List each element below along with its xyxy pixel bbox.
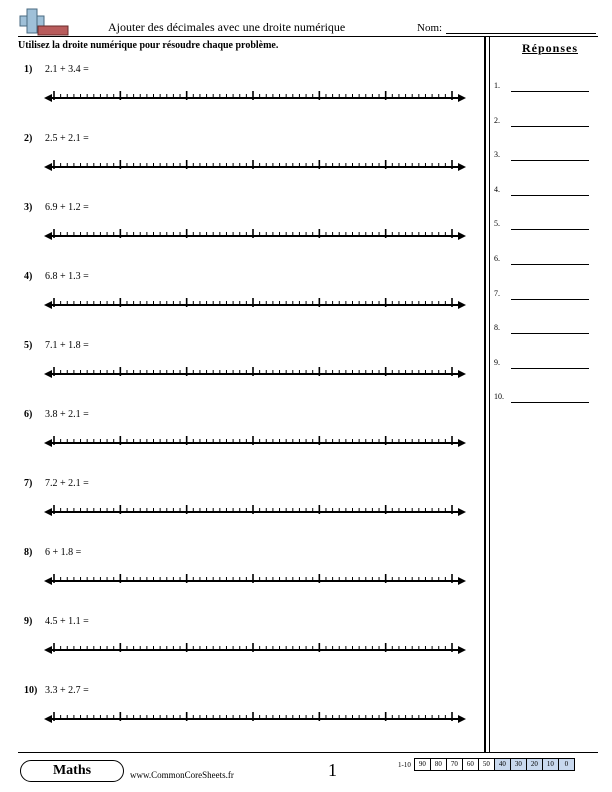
problem-item (18, 685, 458, 745)
worksheet-title: Ajouter des décimales avec une droite numérique (108, 20, 346, 34)
number-line (42, 500, 468, 524)
score-cell: 20 (526, 758, 543, 771)
score-cell: 90 (414, 758, 431, 771)
number-line (42, 362, 468, 386)
problem-number: 6) (24, 409, 33, 420)
name-field[interactable] (446, 33, 596, 34)
arrow-left-icon (44, 232, 52, 240)
score-table (398, 758, 575, 771)
answer-number: 1. (494, 81, 500, 90)
problem-expression: 7.1 + 1.8 = (45, 340, 89, 351)
arrow-right-icon (458, 94, 466, 102)
score-cell: 0 (558, 758, 575, 771)
answer-number: 7. (494, 288, 500, 298)
answer-number: 9. (494, 357, 500, 367)
arrow-left-icon (44, 94, 52, 102)
arrow-right-icon (458, 715, 466, 723)
answer-row (494, 78, 594, 92)
number-line (42, 224, 468, 248)
answer-number: 3. (494, 150, 500, 160)
problem-item (18, 271, 458, 331)
problem-number: 3) (24, 202, 33, 213)
answer-row (494, 389, 594, 403)
answer-blank[interactable] (511, 126, 589, 127)
score-cell: 30 (510, 758, 527, 771)
arrow-right-icon (458, 439, 466, 447)
arrow-right-icon (458, 577, 466, 585)
problem-expression: 6.8 + 1.3 = (45, 271, 89, 282)
answer-blank[interactable] (511, 229, 589, 230)
problem-number: 7) (24, 478, 33, 489)
score-cell: 10 (542, 758, 559, 771)
problem-number: 2) (24, 133, 33, 144)
problem-item (18, 64, 458, 124)
score-cell: 70 (446, 758, 463, 771)
arrow-left-icon (44, 370, 52, 378)
problem-expression: 3.8 + 2.1 = (45, 409, 89, 420)
footer-divider (18, 752, 598, 753)
problem-expression: 6 + 1.8 = (45, 547, 82, 558)
website-link[interactable]: www.CommonCoreSheets.fr (130, 770, 234, 780)
answer-blank[interactable] (511, 402, 589, 403)
arrow-left-icon (44, 163, 52, 171)
answer-number: 4. (494, 184, 500, 194)
problem-number: 9) (24, 616, 33, 627)
name-label: Nom: (417, 22, 443, 34)
logo-icon (18, 6, 70, 36)
problem-expression: 4.5 + 1.1 = (45, 616, 89, 627)
score-cell: 60 (462, 758, 479, 771)
arrow-right-icon (458, 370, 466, 378)
problem-item (18, 202, 458, 262)
answer-number: 6. (494, 254, 500, 263)
answer-row (494, 320, 594, 334)
answer-row (494, 251, 594, 265)
arrow-right-icon (458, 163, 466, 171)
problem-number: 5) (24, 340, 33, 351)
score-cell: 50 (478, 758, 495, 771)
answer-number: 8. (494, 323, 500, 333)
answer-number: 5. (494, 219, 500, 229)
problem-expression: 2.1 + 3.4 = (45, 64, 89, 75)
arrow-left-icon (44, 646, 52, 654)
arrow-right-icon (458, 508, 466, 516)
score-cell: 40 (494, 758, 511, 771)
arrow-right-icon (458, 646, 466, 654)
problem-item (18, 616, 458, 676)
score-cell: 80 (430, 758, 447, 771)
score-range: 1-10 (398, 760, 411, 769)
answer-blank[interactable] (511, 264, 589, 265)
answer-blank[interactable] (511, 195, 589, 196)
problem-item (18, 409, 458, 469)
page-number: 1 (328, 760, 337, 780)
answer-number: 2. (494, 115, 500, 125)
problem-item (18, 547, 458, 607)
problem-item (18, 133, 458, 193)
answer-blank[interactable] (511, 368, 589, 369)
number-line (42, 431, 468, 455)
arrow-left-icon (44, 439, 52, 447)
arrow-right-icon (458, 232, 466, 240)
answer-blank[interactable] (511, 299, 589, 300)
number-line (42, 569, 468, 593)
answer-row (494, 286, 594, 300)
answer-row (494, 113, 594, 127)
answer-blank[interactable] (511, 333, 589, 334)
number-line (42, 707, 468, 731)
problem-number: 10) (24, 685, 38, 696)
header-divider (18, 36, 598, 37)
answer-row (494, 355, 594, 369)
column-divider-thin (489, 36, 490, 752)
number-line (42, 293, 468, 317)
number-line (42, 638, 468, 662)
arrow-left-icon (44, 301, 52, 309)
answers-title: Réponses (521, 41, 578, 55)
instructions: Utilisez la droite numérique pour résoudre chaque problème. (18, 40, 279, 51)
arrow-left-icon (44, 715, 52, 723)
arrow-left-icon (44, 508, 52, 516)
answer-blank[interactable] (511, 160, 589, 161)
number-line (42, 155, 468, 179)
answer-row (494, 147, 594, 161)
problem-number: 1) (24, 64, 33, 75)
arrow-left-icon (44, 577, 52, 585)
problem-number: 8) (24, 547, 33, 558)
problem-number: 4) (24, 271, 33, 282)
answer-number: 10. (494, 392, 504, 402)
problem-item (18, 340, 458, 400)
column-divider (484, 36, 486, 752)
problem-expression: 3.3 + 2.7 = (45, 685, 89, 696)
number-line (42, 86, 468, 110)
problem-item (18, 478, 458, 538)
subject-badge: Maths (20, 760, 124, 782)
arrow-right-icon (458, 301, 466, 309)
problem-expression: 7.2 + 2.1 = (45, 478, 89, 489)
answer-row (494, 182, 594, 196)
answer-row (494, 216, 594, 230)
problem-expression: 2.5 + 2.1 = (45, 133, 89, 144)
problem-expression: 6.9 + 1.2 = (45, 202, 89, 213)
answer-blank[interactable] (511, 91, 589, 92)
